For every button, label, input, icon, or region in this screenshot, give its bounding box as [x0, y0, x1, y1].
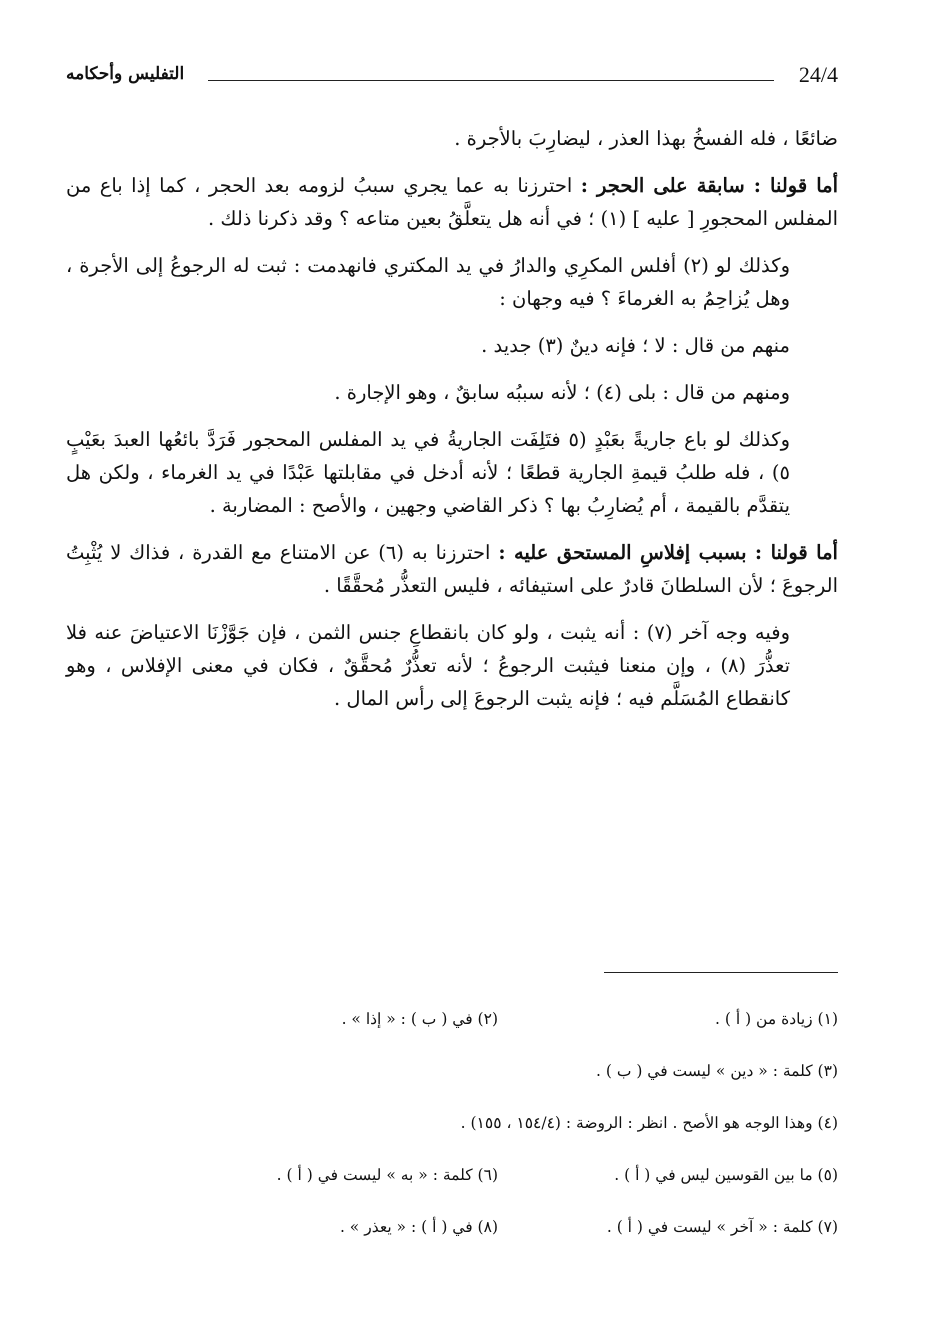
footnote-2: (٢) في ( ب ) : « إذا » . — [341, 1010, 498, 1028]
footnote-row — [66, 1162, 838, 1214]
paragraph-lead: أما قولنا : بسبب إفلاسِ المستحق عليه : — [498, 541, 838, 564]
paragraph: منهم من قال : لا ؛ فإنه دينٌ (٣) جديد . — [481, 334, 790, 357]
footnote-6: (٦) كلمة : « به » ليست في ( أ ) . — [276, 1166, 498, 1184]
footnote-row — [66, 1006, 838, 1058]
footnote-row — [66, 1110, 838, 1162]
paragraph: ضائعًا ، فله الفسخُ بهذا العذر ، ليضارِبَ بالأجرة . — [454, 127, 838, 150]
paragraph: أما قولنا : سابقة على الحجر : احترزنا به عما يجري سببُ لزومه بعد الحجر ، كما إذا باع من المفلس المحجورِ [ عليه ] (١) ؛ في أنه هل يتعلَّقُ بعين متاعه ؟ وقد ذكرنا ذلك . — [66, 174, 839, 230]
footnote-row — [66, 1214, 838, 1266]
footnote-8: (٨) في ( أ ) : « يعذر » . — [339, 1218, 498, 1236]
footnotes — [66, 1006, 838, 1266]
paragraph-lead: أما قولنا : سابقة على الحجر : — [580, 174, 839, 197]
footnote-row — [66, 1058, 838, 1110]
book-title: التفليس وأحكامه — [66, 64, 185, 84]
footnote-3: (٣) كلمة : « دين » ليست في ( ب ) . — [595, 1062, 838, 1080]
footnote-7: (٧) كلمة : « آخر » ليست في ( أ ) . — [606, 1218, 838, 1236]
footnote-5: (٥) ما بين القوسين ليس في ( أ ) . — [614, 1166, 838, 1184]
footnote-separator — [604, 972, 838, 973]
running-header — [66, 62, 838, 102]
footnote-1: (١) زيادة من ( أ ) . — [715, 1010, 838, 1028]
main-text — [66, 122, 838, 729]
paragraph: وكذلك لو باع جاريةً بعَبْدٍ (٥ فتَلِفَت الجاريةُ في يد المفلس المحجور فَرَدَّ بائعُها العبدَ بعَيْبٍ ٥) ، فله طلبُ قيمةِ الجارية قطعًا ؛ لأنه أدخل في مقابلتها عَبْدًا في يد الغرماء ، ولكن هل يتقدَّم بالقيمة ، أم يُضارِبُ بها ؟ ذكر القاضي وجهين ، والأصح : المضاربة . — [66, 428, 790, 517]
paragraph: وكذلك لو (٢) أفلس المكرِي والدارُ في يد المكتري فانهدمت : ثبت له الرجوعُ إلى الأجرة ، وهل يُزاحِمُ به الغرماءَ ؟ فيه وجهان : — [66, 254, 790, 310]
header-rule — [208, 80, 774, 81]
paragraph: أما قولنا : بسبب إفلاسِ المستحق عليه : احترزنا به (٦) عن الامتناع مع القدرة ، فذاك لا يُثْبِتُ الرجوعَ ؛ لأن السلطانَ قادرٌ على استيفائه ، فليس التعذُّر مُحقَّقًا . — [66, 541, 838, 597]
paragraph: وفيه وجه آخر (٧) : أنه يثبت ، ولو كان بانقطاعِ جنس الثمن ، فإن جَوَّزْنَا الاعتياضَ عنه فلا تعذُّرَ (٨) ، وإن منعنا فيثبت الرجوعُ ؛ لأنه تعذُّرٌ مُحقَّقٌ ، فكان في معنى الإفلاس ، وهو كانقطاع المُسَلَّم فيه ؛ فإنه يثبت الرجوعَ إلى رأس المال . — [66, 621, 790, 710]
footnote-4: (٤) وهذا الوجه هو الأصح . انظر : الروضة : (١٥٤/٤ ، ١٥٥) . — [460, 1114, 838, 1132]
paragraph: ومنهم من قال : بلى (٤) ؛ لأنه سببُه سابقٌ ، وهو الإجارة . — [334, 381, 790, 404]
page-number: 24/4 — [798, 62, 838, 87]
